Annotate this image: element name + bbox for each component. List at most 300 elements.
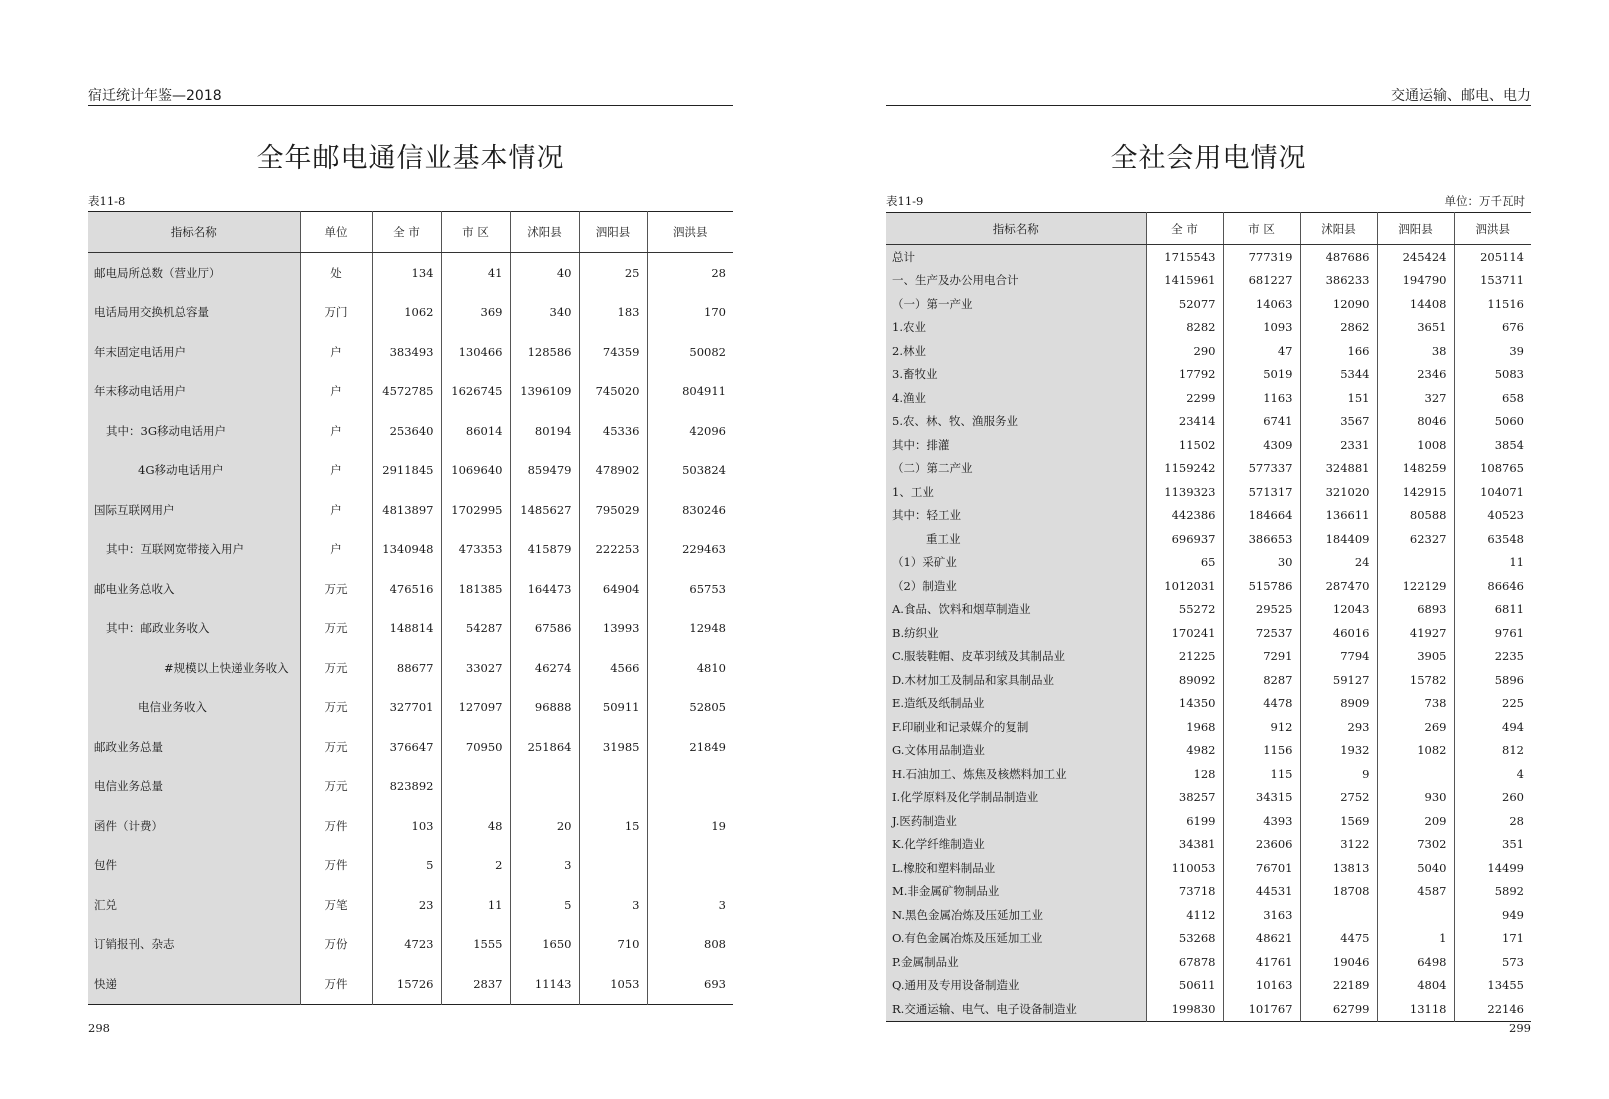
row-label: 总计 — [886, 245, 1146, 269]
value-cell: 571317 — [1223, 480, 1300, 504]
value-cell: 2299 — [1146, 386, 1223, 410]
value-cell: 1 — [1377, 927, 1454, 951]
table-row — [886, 292, 1531, 316]
value-cell: 33027 — [441, 648, 510, 688]
row-label: 5.农、林、牧、渔服务业 — [886, 410, 1146, 434]
table-row — [88, 569, 733, 609]
value-cell: 6811 — [1494, 602, 1524, 617]
unit-cell: 万件 — [300, 806, 372, 846]
table-row — [886, 809, 1531, 833]
value-cell: 442386 — [1146, 504, 1223, 528]
value-cell: 52077 — [1146, 292, 1223, 316]
value-cell: 386233 — [1300, 269, 1377, 293]
table-row — [88, 293, 733, 333]
unit-cell: 户 — [300, 530, 372, 570]
value-cell: 86014 — [441, 411, 510, 451]
value-cell: 7794 — [1300, 645, 1377, 669]
table-row — [886, 457, 1531, 481]
row-label: 2.林业 — [886, 339, 1146, 363]
value-cell: 4587 — [1377, 880, 1454, 904]
value-cell: 1968 — [1146, 715, 1223, 739]
row-label: （1）采矿业 — [886, 551, 1146, 575]
value-cell: 22146 — [1487, 1001, 1524, 1016]
value-cell: 340 — [510, 293, 579, 333]
row-label: 汇兑 — [88, 885, 300, 925]
unit-cell: 万件 — [300, 846, 372, 886]
column-header: 泗阳县 — [579, 212, 647, 253]
value-cell: 55272 — [1146, 598, 1223, 622]
yearbook-title: 宿迁统计年鉴—2018 — [88, 88, 222, 104]
value-cell: 253640 — [372, 411, 441, 451]
value-cell: 46016 — [1300, 621, 1377, 645]
row-label: K.化学纤维制造业 — [886, 833, 1146, 857]
value-cell: 745020 — [579, 372, 647, 412]
value-cell: 12948 — [689, 621, 726, 636]
value-cell: 245424 — [1377, 245, 1454, 269]
value-cell: 290 — [1146, 339, 1223, 363]
value-cell: 47 — [1223, 339, 1300, 363]
table-row — [886, 833, 1531, 857]
value-cell: 658 — [1502, 390, 1524, 405]
value-cell: 15 — [579, 806, 647, 846]
row-label: 一、生产及办公用电合计 — [886, 269, 1146, 293]
value-cell: 13993 — [579, 609, 647, 649]
value-cell: 415879 — [510, 530, 579, 570]
column-header: 泗阳县 — [1377, 213, 1454, 245]
row-label: 其中：3G移动电话用户 — [88, 411, 300, 451]
table-row — [886, 504, 1531, 528]
value-cell: 171 — [1502, 931, 1524, 946]
table-row — [886, 927, 1531, 951]
value-cell: 44531 — [1223, 880, 1300, 904]
chapter-title: 交通运输、邮电、电力 — [1391, 88, 1531, 104]
value-cell: 515786 — [1223, 574, 1300, 598]
value-cell: 38257 — [1146, 786, 1223, 810]
column-header: 市 区 — [441, 212, 510, 253]
value-cell: 142915 — [1377, 480, 1454, 504]
value-cell: 1396109 — [510, 372, 579, 412]
value-cell: 183 — [579, 293, 647, 333]
row-label: O.有色金属冶炼及压延加工业 — [886, 927, 1146, 951]
value-cell: 4112 — [1146, 903, 1223, 927]
value-cell: 89092 — [1146, 668, 1223, 692]
value-cell: 8046 — [1377, 410, 1454, 434]
value-cell: 17792 — [1146, 363, 1223, 387]
value-cell: 41761 — [1223, 950, 1300, 974]
value-cell: 13118 — [1377, 997, 1454, 1021]
value-cell: 4478 — [1223, 692, 1300, 716]
table-row — [88, 451, 733, 491]
value-cell: 11 — [1509, 555, 1524, 570]
value-cell: 76701 — [1223, 856, 1300, 880]
value-cell: 194790 — [1377, 269, 1454, 293]
value-cell: 1702995 — [441, 490, 510, 530]
value-cell: 22189 — [1300, 974, 1377, 998]
unit-cell: 万元 — [300, 609, 372, 649]
value-cell: 4982 — [1146, 739, 1223, 763]
value-cell: 11 — [441, 885, 510, 925]
value-cell: 96888 — [510, 688, 579, 728]
table-row — [88, 806, 733, 846]
value-cell: 13813 — [1300, 856, 1377, 880]
value-cell: 696937 — [1146, 527, 1223, 551]
value-cell: 225 — [1502, 696, 1524, 711]
row-label: 其中：邮政业务收入 — [88, 609, 300, 649]
row-label: 年末移动电话用户 — [88, 372, 300, 412]
value-cell: 351 — [1502, 837, 1524, 852]
value-cell — [579, 767, 647, 807]
value-cell: 23 — [372, 885, 441, 925]
row-label: H.石油加工、炼焦及核燃料加工业 — [886, 762, 1146, 786]
value-cell — [510, 767, 579, 807]
value-cell: 1163 — [1223, 386, 1300, 410]
value-cell: 2752 — [1300, 786, 1377, 810]
value-cell: 15726 — [372, 964, 441, 1004]
value-cell: 5344 — [1300, 363, 1377, 387]
value-cell: 153711 — [1480, 273, 1524, 288]
value-cell: 65753 — [689, 581, 726, 596]
column-header: 全 市 — [372, 212, 441, 253]
value-cell: 4 — [1516, 766, 1524, 781]
value-cell: 128586 — [510, 332, 579, 372]
row-label: E.造纸及纸制品业 — [886, 692, 1146, 716]
value-cell: 3 — [579, 885, 647, 925]
value-cell: 127097 — [441, 688, 510, 728]
row-label: F.印刷业和记录媒介的复制 — [886, 715, 1146, 739]
value-cell — [1377, 551, 1454, 575]
value-cell: 1053 — [579, 964, 647, 1004]
table-row — [88, 767, 733, 807]
value-cell: 804911 — [682, 384, 726, 399]
table-row — [886, 598, 1531, 622]
value-cell: 14408 — [1377, 292, 1454, 316]
row-label: 邮政业务总量 — [88, 727, 300, 767]
value-cell: 8287 — [1223, 668, 1300, 692]
value-cell: 67586 — [510, 609, 579, 649]
value-cell: 41 — [441, 253, 510, 293]
value-cell: 1012031 — [1146, 574, 1223, 598]
row-label: G.文体用品制造业 — [886, 739, 1146, 763]
table-row — [88, 372, 733, 412]
value-cell: 170241 — [1146, 621, 1223, 645]
post-telecom-table — [88, 211, 733, 1005]
value-cell: 681227 — [1223, 269, 1300, 293]
value-cell: 39 — [1509, 343, 1524, 358]
table-row — [886, 480, 1531, 504]
column-header: 市 区 — [1223, 213, 1300, 245]
value-cell: 503824 — [682, 463, 726, 478]
value-cell: 14063 — [1223, 292, 1300, 316]
table-row — [886, 880, 1531, 904]
value-cell: 1156 — [1223, 739, 1300, 763]
table-header-row — [88, 212, 733, 253]
value-cell: 473353 — [441, 530, 510, 570]
value-cell — [1300, 903, 1377, 927]
value-cell: 487686 — [1300, 245, 1377, 269]
value-cell: 30 — [1223, 551, 1300, 575]
unit-cell: 户 — [300, 451, 372, 491]
table-row — [88, 846, 733, 886]
value-cell: 476516 — [372, 569, 441, 609]
value-cell: 5040 — [1377, 856, 1454, 880]
value-cell: 4723 — [372, 925, 441, 965]
value-cell: 9761 — [1494, 625, 1524, 640]
value-cell: 912 — [1223, 715, 1300, 739]
value-cell: 327701 — [372, 688, 441, 728]
table-row — [88, 885, 733, 925]
table-row — [88, 253, 733, 293]
value-cell: 1626745 — [441, 372, 510, 412]
table-row — [88, 530, 733, 570]
value-cell: 53268 — [1146, 927, 1223, 951]
value-cell: 23414 — [1146, 410, 1223, 434]
value-cell: 70950 — [441, 727, 510, 767]
value-cell: 184664 — [1223, 504, 1300, 528]
value-cell: 29525 — [1223, 598, 1300, 622]
value-cell: 12043 — [1300, 598, 1377, 622]
table-row — [88, 609, 733, 649]
value-cell: 3 — [510, 846, 579, 886]
value-cell: 738 — [1377, 692, 1454, 716]
value-cell: 72537 — [1223, 621, 1300, 645]
value-cell: 28 — [711, 265, 726, 280]
column-header: 泗洪县 — [1454, 213, 1531, 245]
value-cell: 4475 — [1300, 927, 1377, 951]
value-cell: 8282 — [1146, 316, 1223, 340]
table-row — [886, 739, 1531, 763]
value-cell: 10163 — [1223, 974, 1300, 998]
table-row — [886, 245, 1531, 269]
value-cell: 6893 — [1377, 598, 1454, 622]
value-cell: 59127 — [1300, 668, 1377, 692]
value-cell: 104071 — [1480, 484, 1524, 499]
value-cell: 166 — [1300, 339, 1377, 363]
value-cell: 1093 — [1223, 316, 1300, 340]
value-cell: 251864 — [510, 727, 579, 767]
table-row — [886, 762, 1531, 786]
value-cell: 101767 — [1223, 997, 1300, 1021]
value-cell: 31985 — [579, 727, 647, 767]
value-cell: 11143 — [510, 964, 579, 1004]
table-row — [886, 363, 1531, 387]
value-cell: 6199 — [1146, 809, 1223, 833]
value-cell: 5019 — [1223, 363, 1300, 387]
unit-cell: 万份 — [300, 925, 372, 965]
value-cell: 7302 — [1377, 833, 1454, 857]
value-cell: 949 — [1502, 907, 1524, 922]
value-cell: 9 — [1300, 762, 1377, 786]
table-row — [886, 668, 1531, 692]
value-cell: 52805 — [689, 700, 726, 715]
table-row — [886, 433, 1531, 457]
value-cell: 2911845 — [372, 451, 441, 491]
value-cell: 3163 — [1223, 903, 1300, 927]
value-cell: 181385 — [441, 569, 510, 609]
value-cell: 1069640 — [441, 451, 510, 491]
value-cell: 5083 — [1494, 367, 1524, 382]
value-cell: 930 — [1377, 786, 1454, 810]
unit-cell: 万元 — [300, 688, 372, 728]
value-cell: 74359 — [579, 332, 647, 372]
value-cell: 34315 — [1223, 786, 1300, 810]
table-row — [886, 974, 1531, 998]
value-cell: 80194 — [510, 411, 579, 451]
value-cell: 4804 — [1377, 974, 1454, 998]
unit-cell: 万元 — [300, 569, 372, 609]
table-number-11-9: 表11-9 — [886, 194, 924, 208]
value-cell: 494 — [1502, 719, 1524, 734]
value-cell — [441, 767, 510, 807]
row-label: 4.渔业 — [886, 386, 1146, 410]
table-row — [886, 950, 1531, 974]
value-cell: 4813897 — [372, 490, 441, 530]
table-row — [886, 410, 1531, 434]
row-label: 订销报刊、杂志 — [88, 925, 300, 965]
row-label: 年末固定电话用户 — [88, 332, 300, 372]
value-cell: 1415961 — [1146, 269, 1223, 293]
value-cell: 321020 — [1300, 480, 1377, 504]
row-label: 3.畜牧业 — [886, 363, 1146, 387]
value-cell: 20 — [510, 806, 579, 846]
table-body — [88, 253, 733, 1005]
value-cell: 170 — [704, 305, 726, 320]
value-cell: 1715543 — [1146, 245, 1223, 269]
value-cell: 808 — [704, 937, 726, 952]
row-label: 4G移动电话用户 — [88, 451, 300, 491]
value-cell: 13455 — [1487, 978, 1524, 993]
value-cell: 4572785 — [372, 372, 441, 412]
value-cell: 7291 — [1223, 645, 1300, 669]
table-row — [886, 856, 1531, 880]
unit-cell: 处 — [300, 253, 372, 293]
value-cell: 11502 — [1146, 433, 1223, 457]
unit-note: 单位：万千瓦时 — [1444, 194, 1525, 208]
value-cell: 46274 — [510, 648, 579, 688]
column-header: 指标名称 — [88, 212, 300, 253]
value-cell: 1082 — [1377, 739, 1454, 763]
value-cell: 3122 — [1300, 833, 1377, 857]
value-cell: 184409 — [1300, 527, 1377, 551]
value-cell: 136611 — [1300, 504, 1377, 528]
row-label: 其中：互联网宽带接入用户 — [88, 530, 300, 570]
value-cell: 48 — [441, 806, 510, 846]
unit-cell: 户 — [300, 372, 372, 412]
value-cell: 324881 — [1300, 457, 1377, 481]
row-label: （2）制造业 — [886, 574, 1146, 598]
value-cell: 6498 — [1377, 950, 1454, 974]
value-cell: 6741 — [1223, 410, 1300, 434]
row-label: P.金属制品业 — [886, 950, 1146, 974]
value-cell: 830246 — [682, 502, 726, 517]
column-header: 泗洪县 — [647, 212, 733, 253]
value-cell: 110053 — [1146, 856, 1223, 880]
value-cell: 2837 — [441, 964, 510, 1004]
value-cell: 148259 — [1377, 457, 1454, 481]
row-label: 邮电业务总收入 — [88, 569, 300, 609]
column-header: 全 市 — [1146, 213, 1223, 245]
value-cell: 15782 — [1377, 668, 1454, 692]
value-cell: 383493 — [372, 332, 441, 372]
value-cell: 3 — [718, 897, 726, 912]
value-cell: 5 — [372, 846, 441, 886]
value-cell: 1008 — [1377, 433, 1454, 457]
value-cell: 128 — [1146, 762, 1223, 786]
value-cell: 62327 — [1377, 527, 1454, 551]
table-row — [886, 574, 1531, 598]
table-row — [886, 527, 1531, 551]
value-cell: 5 — [510, 885, 579, 925]
value-cell: 18708 — [1300, 880, 1377, 904]
value-cell: 693 — [704, 976, 726, 991]
value-cell: 23606 — [1223, 833, 1300, 857]
unit-cell: 万元 — [300, 767, 372, 807]
row-label: 重工业 — [886, 527, 1146, 551]
table-row — [886, 715, 1531, 739]
value-cell: 40523 — [1487, 508, 1524, 523]
value-cell: 1062 — [372, 293, 441, 333]
row-label: 快递 — [88, 964, 300, 1004]
value-cell: 28 — [1509, 813, 1524, 828]
value-cell: 5060 — [1494, 414, 1524, 429]
value-cell: 1159242 — [1146, 457, 1223, 481]
table-row — [886, 386, 1531, 410]
value-cell: 199830 — [1146, 997, 1223, 1021]
column-header: 单位 — [300, 212, 372, 253]
value-cell: 12090 — [1300, 292, 1377, 316]
value-cell — [647, 846, 733, 886]
value-cell: 11516 — [1487, 296, 1524, 311]
value-cell: 2346 — [1377, 363, 1454, 387]
value-cell: 130466 — [441, 332, 510, 372]
row-label: 国际互联网用户 — [88, 490, 300, 530]
value-cell: 151 — [1300, 386, 1377, 410]
row-label: B.纺织业 — [886, 621, 1146, 645]
value-cell — [1377, 762, 1454, 786]
value-cell: 5896 — [1494, 672, 1524, 687]
table-row — [88, 688, 733, 728]
unit-cell: 万元 — [300, 648, 372, 688]
column-header: 指标名称 — [886, 213, 1146, 245]
row-label: I.化学原料及化学制品制造业 — [886, 786, 1146, 810]
table-row — [88, 925, 733, 965]
row-label: #规模以上快递业务收入 — [88, 648, 300, 688]
table-row — [88, 648, 733, 688]
value-cell: 209 — [1377, 809, 1454, 833]
table-row — [886, 316, 1531, 340]
electricity-table — [886, 212, 1531, 1022]
value-cell — [579, 846, 647, 886]
row-label: N.黑色金属冶炼及压延加工业 — [886, 903, 1146, 927]
unit-cell: 万门 — [300, 293, 372, 333]
value-cell: 164473 — [510, 569, 579, 609]
value-cell: 41927 — [1377, 621, 1454, 645]
value-cell: 2 — [441, 846, 510, 886]
table-row — [88, 964, 733, 1004]
value-cell: 88677 — [372, 648, 441, 688]
value-cell: 40 — [510, 253, 579, 293]
row-label: Q.通用及专用设备制造业 — [886, 974, 1146, 998]
table-header-row — [886, 213, 1531, 245]
row-label: M.非金属矿物制品业 — [886, 880, 1146, 904]
unit-cell: 万元 — [300, 727, 372, 767]
table-row — [88, 411, 733, 451]
value-cell: 795029 — [579, 490, 647, 530]
value-cell: 577337 — [1223, 457, 1300, 481]
page-number-left: 298 — [88, 1021, 110, 1035]
value-cell: 108765 — [1480, 461, 1524, 476]
row-label: 邮电局所总数（营业厅） — [88, 253, 300, 293]
row-label: D.木材加工及制品和家具制品业 — [886, 668, 1146, 692]
